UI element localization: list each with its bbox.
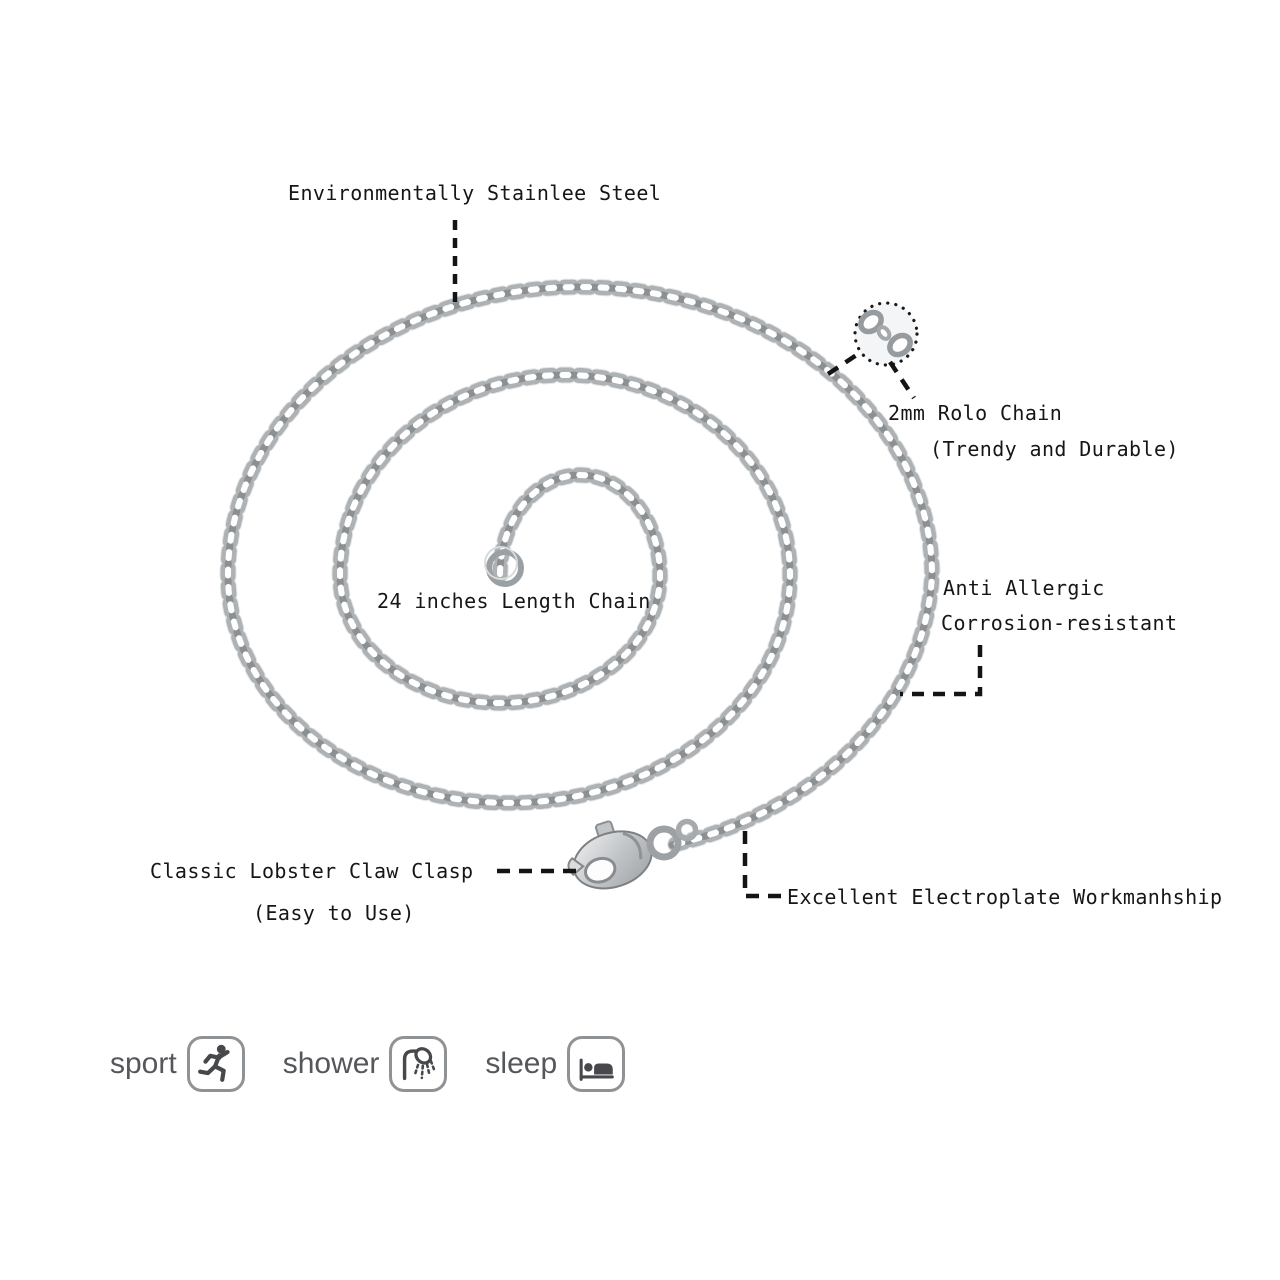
magnifier-circle <box>855 303 917 365</box>
chain-spiral <box>228 287 932 845</box>
label-corrosion-resistant: Corrosion-resistant <box>941 611 1178 635</box>
feature-shower-box <box>389 1036 447 1092</box>
feature-shower <box>283 1036 448 1092</box>
leader-workmanship <box>745 831 786 896</box>
label-lobster-clasp: Classic Lobster Claw Clasp <box>150 859 474 883</box>
leader-magnifier-to-text <box>890 362 914 398</box>
feature-shower-label: shower <box>282 1047 380 1080</box>
lobster-clasp-icon <box>559 811 659 899</box>
label-workmanship: Excellent Electroplate Workmanhship <box>787 885 1223 909</box>
label-length: 24 inches Length Chain <box>377 589 651 613</box>
leader-magnifier-to-chain <box>828 352 861 374</box>
feature-row <box>110 1036 625 1092</box>
feature-sport-label: sport <box>110 1047 177 1080</box>
shower-icon <box>395 1041 441 1087</box>
runner-icon <box>193 1041 239 1087</box>
label-lobster-clasp-sub: (Easy to Use) <box>253 901 415 925</box>
clasp-end-link <box>679 822 696 839</box>
label-anti-allergic: Anti Allergic <box>943 576 1105 600</box>
feature-sleep-box <box>567 1036 625 1092</box>
label-rolo-chain: 2mm Rolo Chain <box>888 401 1063 425</box>
bed-icon <box>573 1041 619 1087</box>
feature-sport-box <box>187 1036 245 1092</box>
feature-sleep-label: sleep <box>485 1047 558 1080</box>
feature-sleep <box>485 1036 625 1092</box>
label-material: Environmentally Stainlee Steel <box>288 181 662 205</box>
label-rolo-chain-sub: (Trendy and Durable) <box>930 437 1179 461</box>
feature-sport <box>110 1036 245 1092</box>
